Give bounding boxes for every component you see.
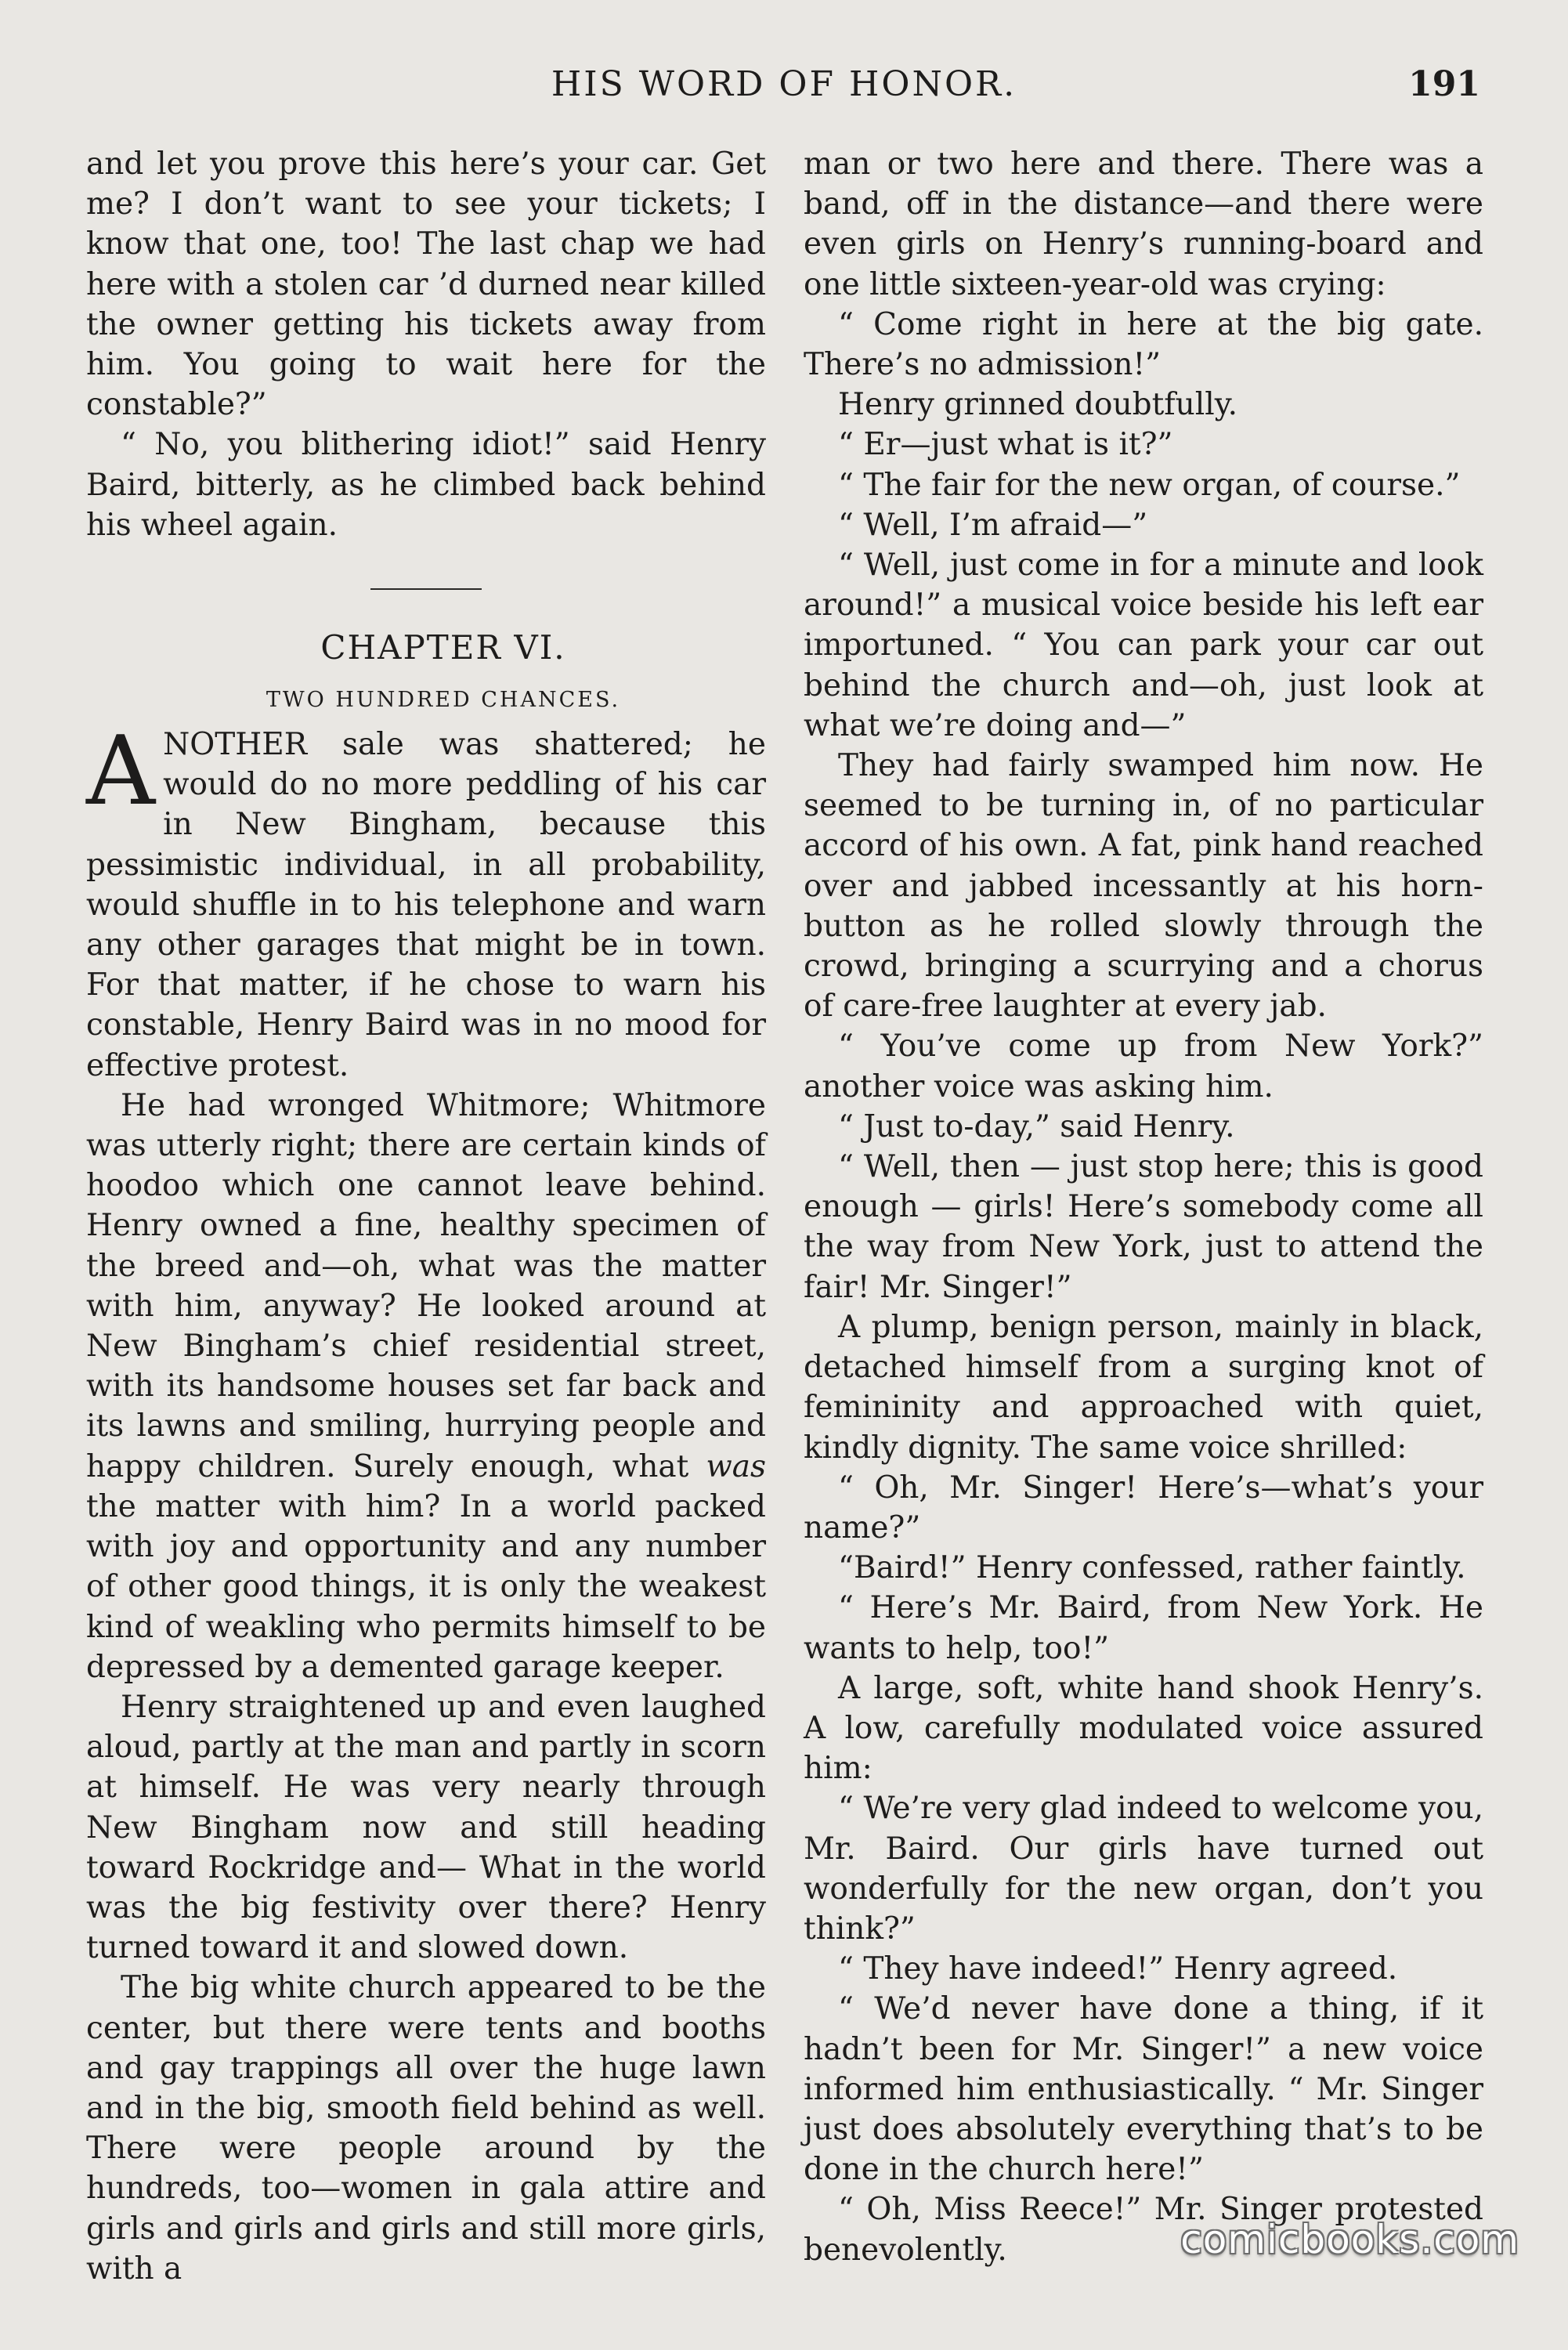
paragraph [86,1086,766,1687]
left-column [86,144,766,2289]
paragraph-dropcap [86,715,766,1086]
section-divider [370,588,482,590]
paragraph: “ Oh, Mr. Singer! Here’s—what’s your name?” [804,1470,1483,1546]
paragraph: Henry grinned doubtfully. [838,387,1237,423]
site-watermark: comicbooks.com [1180,2217,1519,2262]
paragraph: “ You’ve come up from New York?” another voice was asking him. [804,1029,1483,1104]
running-title: HIS WORD OF HONOR. [551,64,1017,104]
paragraph: “ Come right in here at the big gate. There’s no admission!” [804,306,1483,383]
paragraph: “ Just to-day,” said Henry. [838,1108,1235,1144]
paragraph: “ We’d never have done a thing, if it hadn’t been for Mr. Singer!” a new voice informed him enthusiastically. “ Mr. Singer just does absolutely everything that’s to be done in the church here!” [804,1991,1483,2188]
paragraph: “ Here’s Mr. Baird, from New York. He wants to help, too!” [804,1590,1483,1666]
paragraph-text: sale was shattered; he would do no more peddling of his car in New Bingham, because this pessimistic individual, in all probability, would shuffle in to his telephone and warn any other garages that might be in town. For that matter, if he chose to warn his constable, Henry Baird was in no mood for effective protest. [86,727,766,1083]
right-column [804,144,1483,2270]
paragraph: The big white church appeared to be the center, but there were tents and booths and gay trappings all over the huge lawn and in the big, smooth field behind as well. There were people around by the hundreds, too—women in gala attire and girls and girls and girls and still more girls, with a [86,1970,766,2287]
paragraph: They had fairly swamped him now. He seemed to be turning in, of no particular accord of his own. A fat, pink hand reached over and jabbed incessantly at his horn-button as he rolled slowly through the crowd, bringing a scurrying and a chorus of care-free laughter at every jab. [804,748,1483,1025]
paragraph-text: He had wronged Whitmore; Whitmore was utterly right; there are certain kinds of hoodoo which one cannot leave behind. Henry owned a fine, healthy specimen of the breed and—oh, what was the matter with him, anyway? He looked around at New Bingham’s chief residential street, with its handsome houses set far back and its lawns and smiling, hurrying people and happy children. Surely enough, what [86,1087,766,1484]
paragraph: A plump, benign person, mainly in black, detached himself from a surging knot of femininity and approached with quiet, kindly dignity. The same voice shrilled: [804,1309,1483,1466]
paragraph: Henry straightened up and even laughed aloud, partly at the man and partly in scorn at himself. He was very nearly through New Bingham now and still heading toward Rockridge and— What in the world was the big festivity over there? Henry turned toward it and slowed down. [86,1689,766,1966]
page-number: 191 [1408,64,1480,104]
drop-cap: A [86,715,156,827]
paragraph: man or two here and there. There was a band, off in the distance—and there were even girls on Henry’s running-board and one little sixteen-year-old was crying: [804,146,1483,302]
paragraph: “ They have indeed!” Henry agreed. [838,1951,1398,1987]
paragraph: A large, soft, white hand shook Henry’s. A low, carefully modulated voice assured him: [804,1670,1483,1787]
paragraph: “ Oh, Miss Reece!” Mr. Singer protested benevolently. [804,2192,1483,2268]
paragraph: “ No, you blithering idiot!” said Henry Baird, bitterly, as he climbed back behind his wheel again. [86,427,766,543]
italic-word: was [706,1448,766,1484]
chapter-subtitle: TWO HUNDRED CHANCES. [266,688,621,713]
paragraph: “ Well, I’m afraid—” [838,507,1148,543]
paragraph-text: the matter with him? In a world packed with joy and opportunity and any number of other good things, it is only the weakest kind of weakling who permits himself to be depressed by a demented garage keeper. [86,1488,766,1685]
dropcap-word-rest: NOTHER [163,727,308,763]
paragraph: “ Well, just come in for a minute and look around!” a musical voice beside his left ear importuned. “ You can park your car out behind the church and—oh, just look at what we’re doing and—” [804,548,1483,743]
paragraph: “Baird!” Henry confessed, rather faintly. [838,1550,1466,1586]
section-divider-wrap [86,545,766,620]
paragraph: and let you prove this here’s your car. Get me? I don’t want to see your tickets; I know that one, too! The last chap we had here with a stolen car ’d durned near killed the owner getting his tickets away from him. You going to wait here for the constable?” [86,146,766,423]
paragraph: “ The fair for the new organ, of course.” [838,467,1461,503]
paragraph: “ Er—just what is it?” [838,427,1173,463]
chapter-title: CHAPTER VI. [320,628,566,667]
paragraph: “ Well, then — just stop here; this is good enough — girls! Here’s somebody come all the way from New York, just to attend the fair! Mr. Singer!” [804,1149,1483,1305]
running-head [0,64,1568,119]
paragraph: “ We’re very glad indeed to welcome you, Mr. Baird. Our girls have turned out wonderfully for the new organ, don’t you think?” [804,1791,1483,1947]
